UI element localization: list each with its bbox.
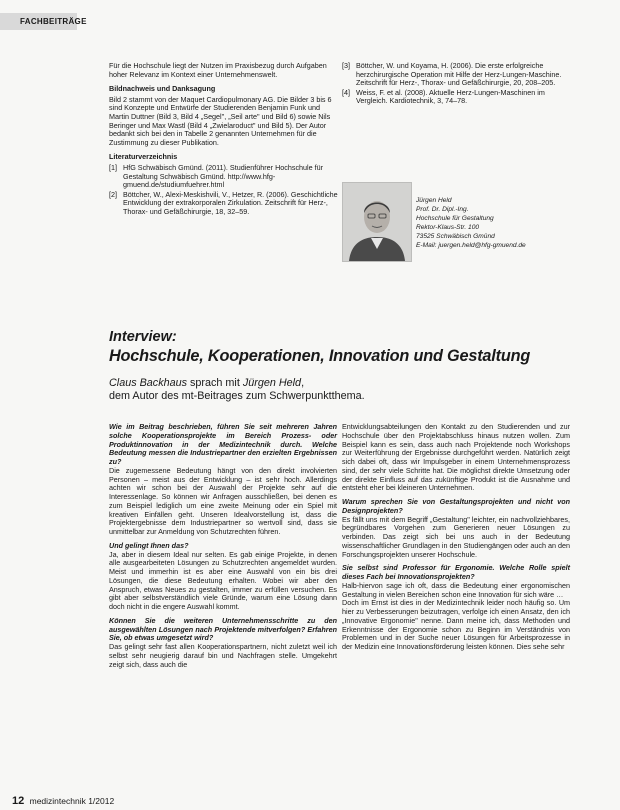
author-photo [342,182,412,262]
interview-answer: Halb-hiervon sage ich oft, dass die Bedeutung einer ergonomischen Gestaltung in vielen Bereichen schon eine Innovation für sich wäre … Doch im Ernst ist dies in der Medizintechnik leider noch häufig so. Um hier zu Verbesserungen beizutragen, verfolge ich einen Ansatz, den ich „Innovative Ergonomie" nenne. Dann meine ich, dass Methoden und Erkenntnisse der Ergonomie schon zu Beginn im Verständnis von Problemen und in der Suche neuer Lösungen für Arbeitsprozesse in der Medizin eine Innovationsförderung leisten können. Dies sehe sehr [342,580,570,651]
reference-item [342,89,574,106]
references-heading: Literaturverzeichnis [109,152,178,162]
reference-item [109,164,339,190]
reference-number: [4] [342,87,350,97]
reference-item [342,62,574,88]
interview-title: Hochschule, Kooperationen, Innovation und Gestaltung [109,347,531,365]
interview-question: Wie im Beitrag beschrieben, führen Sie seit mehreren Jahren solche Kooperationsprojekte im Bereich Prozess- oder Produktinnovation in der Medizintechnik durch. Welche Bedeutung messen die Industriepartner den erzielten Ergebnissen zu? [109,422,337,466]
reference-text: HfG Schwäbisch Gmünd. (2011). Studienführer Hochschule für Gestaltung Schwäbisch Gmünd. http://www.hfg-gmuend.de/studiumfuehrer.html [123,162,324,190]
reference-text: Böttcher, W. und Koyama, H. (2006). Die erste erfolgreiche herzchirurgische Operation mit Hilfe der Herz-Lungen-Maschine. Zeitschrift für Herz-, Thorax- und Gefäßchirurgie, 20, 208–205. [356,61,562,88]
interview-right-column [342,423,570,657]
interview-answer: Es fällt uns mit dem Begriff „Gestaltung" leichter, ein nachvollziehbares, begründbares Vorgehen zum Generieren neuer Lösungen zu verbinden. Das zeigt sich bei uns auch in der Bedeutung wissenschaftlicher Grundlagen in den Studiengängen oder auch an den Forschungsprojekten unserer Hochschule. [342,514,570,559]
subtitle-comma: , [301,377,305,389]
interviewee-name: Jürgen Held [242,377,302,389]
interview-answer: Die zugemessene Bedeutung hängt von den direkt involvierten Personen – meist aus der Entwicklung – ist sehr hoch. Allerdings achten wir schon bei der Auswahl der Projekte sehr auf die Interessenlage. So können wir Anfragen ausschließen, bei denen es zum Beispiel lediglich um eine zweite Meinung oder ein Spiel mit kreativen Einfällen geht. Unseren Idealvorstellung ist, dass die Projektergebnisse dem Industriepartner so wertvoll sind, dass sie unmittelbar zur Anmeldung von Schutzrechten führen. [109,465,337,536]
interview-question: Sie selbst sind Professor für Ergonomie. Welche Rolle spielt dieses Fach bei Innovationsprojekten? [342,563,570,581]
interviewer-name: Claus Backhaus [109,377,188,389]
portrait-illustration [343,183,411,261]
reference-item [109,191,339,217]
author-name: Jürgen Held [416,197,452,204]
reference-text: Weiss, F. et al. (2008). Aktuelle Herz-Lungen-Maschinen im Vergleich. Kardiotechnik, 3, 74–78. [356,87,545,106]
interview-answer: Das gelingt sehr fast allen Kooperationspartnern, nicht zuletzt weil ich selbst sehr neugierig darauf bin und Nachfragen stelle. Umgekehrt zeigt sich, dass auch die [109,642,337,669]
top-left-column [109,62,339,218]
section-label: FACHBEITRÄGE [0,13,77,30]
reference-number: [3] [342,61,350,70]
subtitle-connector: sprach mit [187,377,243,389]
top-right-column [342,62,574,107]
reference-number: [1] [109,162,117,172]
author-email: E-Mail: juergen.held@hfg-gmuend.de [416,241,526,249]
page-number: 12 [12,795,25,807]
intro-paragraph: Für die Hochschule liegt der Nutzen im Praxisbezug durch Aufgaben hoher Relevanz im Kontext einer Unternehmenswelt. [109,61,327,79]
interview-answer: Ja, aber in diesem Ideal nur selten. Es gab einige Projekte, in denen alle ausgearbeiteten Lösungen zu Schutzrechten angemeldet wurden. Meist und immerhin ist es aber eine Auswahl von ein bis drei Lösungen, die diese Bedeutung erhalten. Wobei wir aber den Anspruch, etwas Neues zu gestalten, immer zu erfüllen versuchen. Es gibt aber selbstverständlich viele Gründe, warum eine Lösung dann doch nicht in die engere Auswahl kommt. [109,549,337,611]
author-city: 73525 Schwäbisch Gmünd [416,232,495,240]
journal-name: medizintechnik 1/2012 [29,796,115,806]
subtitle-line-2: dem Autor des mt-Beitrages zum Schwerpunktthema. [109,390,365,402]
interview-kicker: Interview: [109,329,177,345]
interview-question: Können Sie die weiteren Unternehmensschritte zu den ausgewählten Lösungen nach Projektende mitverfolgen? Erfahren Sie, ob etwas umgesetzt wird? [109,615,337,643]
credits-paragraph: Bild 2 stammt von der Maquet Cardiopulmonary AG. Die Bilder 3 bis 6 sind Konzepte und Entwürfe der Studierenden Benjamin Funk und Martin Duttner (Bild 3, Bild 4 „Segel", „Seil arte" und Bild 6) sowie Nils Beringer und Max Wastl (Bild 4 „Zwielaroduct" und Bild 5). Der Autor bedankt sich bei den in Tabelle 2 genannten Unternehmen für die Zustimmung zu dieser Publikation. [109,94,332,147]
interview-question: Warum sprechen Sie von Gestaltungsprojekten und nicht von Designprojekten? [342,497,570,515]
author-title: Prof. Dr. Dipl.-Ing. [416,205,469,213]
author-street: Rektor-Klaus-Str. 100 [416,223,480,231]
author-institution: Hochschule für Gestaltung [416,214,494,222]
page-footer [12,795,114,807]
credits-heading: Bildnachweis und Danksagung [109,84,216,94]
author-info [416,197,526,250]
interview-question: Und gelingt Ihnen das? [109,540,189,550]
interview-answer: Entwicklungsabteilungen den Kontakt zu den Studierenden und zur Hochschule über den Projektabschluss hinaus nutzen wollen. Zum Beispiel kann es sein, dass auch nach Projektende noch Workshops zur Weiterführung der Ergebnisse durchgeführt werden. Natürlich zeigt sich dabei oft, dass wir Impulsgeber in einem Unternehmensprozess sind, der sehr viele Schritte hat. Die möglichst direkte Umsetzung oder der direkte Einfluss auf das zukünftige Produkt ist die Ausnahme und entsteht eher bei kleineren Unternehmen. [342,422,570,493]
interview-left-column [109,423,337,674]
reference-number: [2] [109,189,117,199]
reference-text: Böttcher, W., Alexi-Meskishvili, V., Hetzer, R. (2006). Geschichtliche Entwicklung der extrakorporalen Zirkulation. Zeitschrift für Herz-, Thorax- und Gefäßchirurgie, 18, 32–59. [123,189,338,216]
interview-subtitle [109,377,489,403]
